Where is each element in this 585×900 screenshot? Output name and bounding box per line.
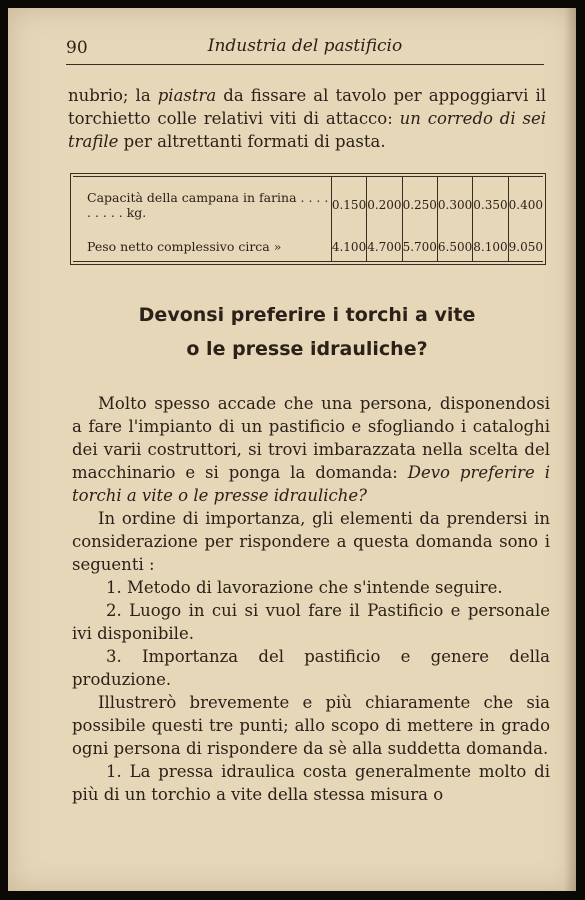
table-cell: 0.350: [473, 177, 508, 233]
intro-part-e: per altrettanti formati di pasta.: [118, 132, 386, 151]
capacity-table: [73, 176, 543, 262]
page-header: [66, 34, 544, 65]
paragraph: In ordine di importanza, gli elementi da prendersi in considerazione per rispondere a questa domanda sono i seguenti :: [72, 509, 550, 574]
row-label-weight: Peso netto complessivo circa »: [87, 239, 282, 255]
capacity-table-frame: [70, 173, 546, 265]
list-item: 2. Luogo in cui si vuol fare il Pastificio e personale ivi disponibile.: [72, 601, 550, 643]
page-number: 90: [66, 38, 88, 58]
paragraph: Illustrerò brevemente e più chiaramente che sia possibile questi tre punti; allo scopo di mettere in grado ogni persona di rispondere da sè alla suddetta domanda.: [72, 693, 550, 758]
table-cell: 0.200: [367, 177, 402, 233]
table-cell: 0.150: [331, 177, 366, 233]
question-text: Devo preferire i torchi a vite o le presse idrauliche?: [72, 463, 551, 505]
list-item: 3. Importanza del pastificio e genere della produzione.: [72, 647, 550, 689]
intro-part-a: nubrio; la: [68, 86, 158, 105]
table-cell: 0.250: [402, 177, 437, 233]
table-cell: 0.300: [437, 177, 472, 233]
table-row-capacity: [73, 177, 543, 233]
table-cell: 0.400: [508, 177, 543, 233]
intro-text: [68, 84, 546, 153]
paragraph-text: Molto spesso accade che una persona, disponendosi a fare l'impianto di un pastificio e sfogliando i cataloghi dei varii costruttori, si trovi imbarazzata nella scelta del macchinario e si ponga la domanda:: [72, 394, 550, 482]
intro-part-c: da fissare al tavolo per appoggiarvi il torchietto colle relativi viti di attacco:: [68, 86, 546, 128]
section-heading: [68, 298, 546, 366]
running-title: Industria del pastificio: [207, 36, 403, 56]
intro-paragraph: [68, 84, 546, 153]
table-cell: 4.700: [367, 233, 402, 262]
paragraph: [72, 392, 550, 507]
section-heading-line2: o le presse idrauliche?: [186, 338, 428, 360]
table-row-weight: [73, 233, 543, 262]
table-cell: 6.500: [437, 233, 472, 262]
table-cell: 5.700: [402, 233, 437, 262]
table-cell: 8.100: [473, 233, 508, 262]
table-cell: 9.050: [508, 233, 543, 262]
list-item: 1. Metodo di lavorazione che s'intende seguire.: [106, 578, 503, 597]
paragraph: 1. La pressa idraulica costa generalmente molto di più di un torchio a vite della stessa misura o: [72, 762, 550, 804]
book-page: [8, 8, 576, 891]
intro-part-piastra: piastra: [157, 86, 217, 105]
row-label-capacity: Capacità della campana in farina . . . . . . . . . kg.: [87, 189, 329, 220]
body-text: [72, 392, 550, 806]
intro-part-corredo: un corredo di sei trafile: [68, 109, 546, 151]
section-heading-line1: Devonsi preferire i torchi a vite: [138, 304, 476, 326]
page-spine-shadow: [564, 8, 576, 891]
table-cell: 4.100: [331, 233, 366, 262]
